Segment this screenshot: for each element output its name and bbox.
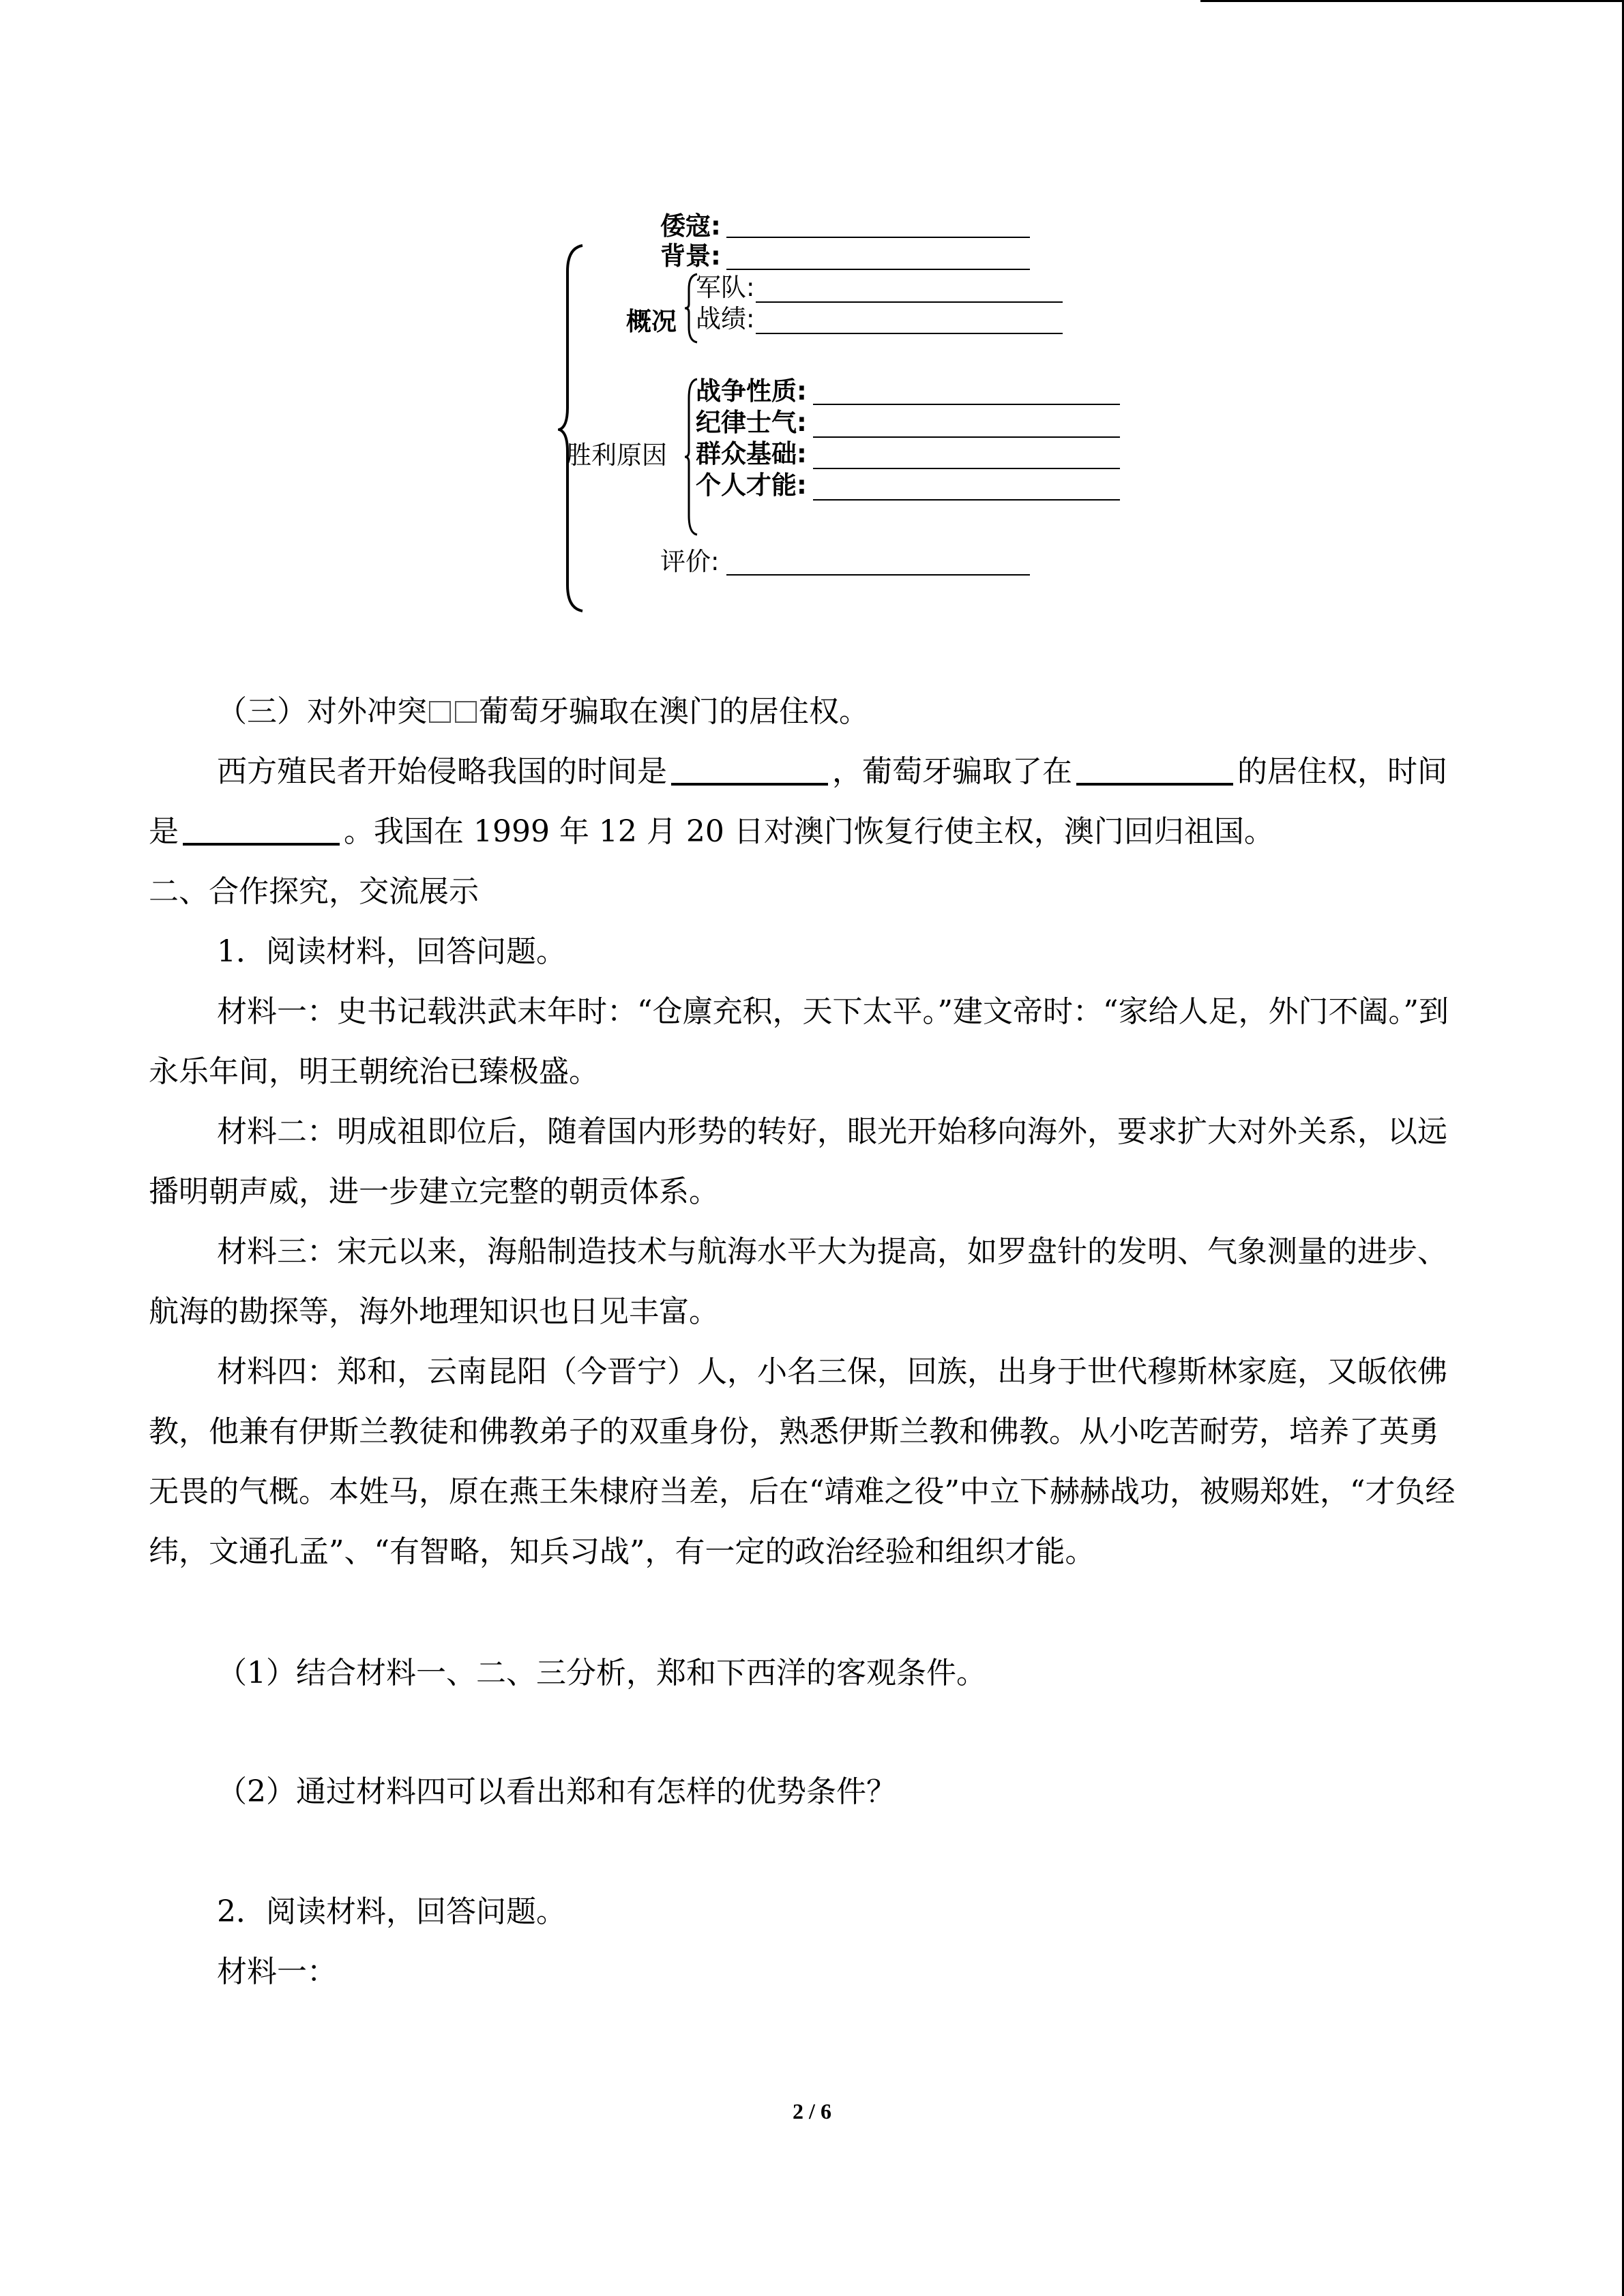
record-blank[interactable] — [756, 333, 1063, 334]
q1-sub-question-1: （1）结合材料一、二、三分析，郑和下西洋的客观条件。 — [217, 1656, 986, 1690]
evaluation-label: 评价: — [660, 547, 720, 576]
discipline-blank[interactable] — [813, 436, 1120, 438]
evaluation-blank[interactable] — [726, 574, 1030, 576]
discipline-label: 纪律士气: — [696, 408, 807, 437]
fill-paragraph — [149, 742, 1458, 862]
background-label: 背景: — [660, 241, 721, 271]
q2-material-1: 材料一： — [217, 1954, 337, 1989]
blank-invasion-time[interactable] — [671, 753, 828, 786]
section2-heading: 二、合作探究，交流展示 — [149, 874, 479, 909]
q2-title: 2．阅读材料，回答问题。 — [217, 1894, 566, 1929]
q1-material-4: 材料四：郑和，云南昆阳（今晋宁）人，小名三保，回族，出身于世代穆斯林家庭，又皈依佛教，他兼有伊斯兰教徒和佛教弟子的双重身份，熟悉伊斯兰教和佛教。从小吃苦耐劳，培养了英勇无畏的气概。本姓马，原在燕王朱棣府当差，后在“靖难之役”中立下赫赫战功，被赐郑姓，“才负经纬，文通孔孟”、“有智略，知兵习战”，有一定的政治经验和组织才能。 — [149, 1354, 1456, 1569]
q1-material-3: 材料三：宋元以来，海船制造技术与航海水平大为提高，如罗盘针的发明、气象测量的进步、航海的勘探等，海外地理知识也日见丰富。 — [149, 1234, 1447, 1329]
q1-material-2: 材料二：明成祖即位后，随着国内形势的转好，眼光开始移向海外，要求扩大对外关系，以远播明朝声威，进一步建立完整的朝贡体系。 — [149, 1114, 1447, 1209]
q1-material-1: 材料一：史书记载洪武末年时：“仓廪充积，天下太平。”建文帝时：“家给人足，外门不阖。”到永乐年间，明王朝统治已臻极盛。 — [149, 994, 1449, 1089]
q1-sub-question-2: （2）通过材料四可以看出郑和有怎样的优势条件？ — [217, 1774, 896, 1809]
overview-label: 概况 — [626, 307, 677, 336]
army-blank[interactable] — [756, 301, 1063, 303]
fill-text-1: 西方殖民者开始侵略我国的时间是 — [217, 754, 667, 789]
mass-base-label: 群众基础: — [696, 439, 807, 468]
page-border-top — [1200, 0, 1624, 2]
personal-blank[interactable] — [813, 499, 1120, 501]
placeholder-box-2 — [455, 701, 477, 723]
blank-place[interactable] — [1076, 753, 1233, 786]
placeholder-box-1 — [429, 701, 451, 723]
blank-time[interactable] — [183, 813, 340, 846]
outer-brace — [558, 244, 585, 612]
q1-title: 1．阅读材料，回答问题。 — [217, 934, 566, 969]
fill-text-3: 的居住权，时间是 — [149, 754, 1447, 849]
victory-reasons-label: 胜利原因 — [566, 441, 667, 470]
outline-diagram — [532, 198, 1146, 627]
page-number: 2 / 6 — [793, 2099, 831, 2123]
mass-base-blank[interactable] — [813, 468, 1120, 469]
wokou-blank[interactable] — [726, 237, 1030, 238]
nature-blank[interactable] — [813, 404, 1120, 405]
section3-prefix: （三）对外冲突 — [217, 694, 427, 729]
army-label: 军队: — [696, 273, 755, 302]
nature-label: 战争性质: — [696, 376, 807, 406]
section3-heading — [149, 682, 1458, 742]
background-blank[interactable] — [726, 269, 1030, 270]
personal-label: 个人才能: — [696, 471, 807, 500]
record-label: 战绩: — [696, 304, 755, 333]
wokou-label: 倭寇: — [660, 211, 721, 241]
section3-suffix: 葡萄牙骗取在澳门的居住权。 — [479, 694, 869, 729]
fill-text-4: 。我国在 1999 年 12 月 20 日对澳门恢复行使主权，澳门回归祖国。 — [344, 814, 1274, 849]
fill-text-2: ，葡萄牙骗取了在 — [832, 754, 1072, 789]
